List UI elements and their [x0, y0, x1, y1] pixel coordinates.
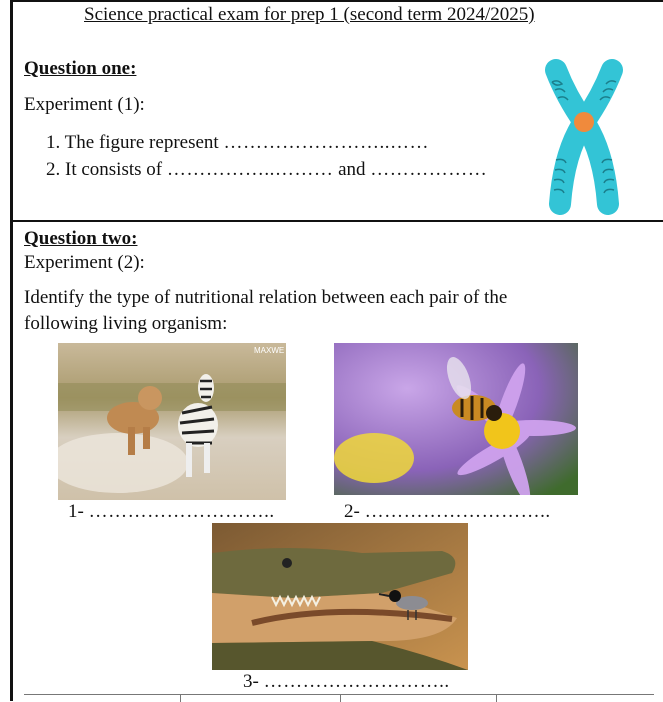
answer-2 — [344, 501, 551, 523]
section-divider — [10, 220, 663, 222]
chromosome-icon — [536, 56, 632, 218]
q1-item-2-and: and — [338, 159, 366, 180]
answer-1-blank: ……………………….. — [88, 501, 275, 522]
centromere — [574, 112, 594, 132]
q1-item-2-blank-2: ……………… — [370, 159, 488, 180]
q1-item-1-text: 1. The figure represent — [46, 132, 219, 153]
answer-2-blank: ……………………….. — [364, 501, 551, 522]
page-title: Science practical exam for prep 1 (second term 2024/2025) — [84, 4, 535, 25]
crocodile-bird-photo — [212, 523, 468, 670]
answer-2-label: 2- — [344, 501, 360, 522]
question-one-heading: Question one: — [24, 58, 137, 79]
q1-item-2-blank-1: ……………..……… — [166, 159, 334, 180]
answer-1-label: 1- — [68, 501, 84, 522]
answer-3-label: 3- — [243, 671, 259, 692]
question-two-heading: Question two: — [24, 228, 138, 249]
answer-1 — [68, 501, 275, 523]
q1-item-1 — [46, 132, 429, 154]
lion-zebra-photo — [58, 343, 286, 500]
top-rule — [10, 0, 663, 2]
photo-watermark: MAXWE — [254, 346, 285, 355]
answer-3 — [243, 671, 450, 693]
experiment-2-label: Experiment (2): — [24, 252, 145, 273]
q1-item-2 — [46, 159, 487, 181]
experiment-1-label: Experiment (1): — [24, 94, 145, 115]
bee-flower-photo — [334, 343, 578, 495]
q1-item-1-blank: ……………………..…… — [223, 132, 429, 153]
instruction-line-2: following living organism: — [24, 313, 228, 334]
chromosome-arms — [556, 70, 612, 204]
q1-item-2-text: 2. It consists of — [46, 159, 163, 180]
left-margin-line — [10, 0, 13, 701]
instruction-line-1: Identify the type of nutritional relation between each pair of the — [24, 287, 508, 308]
answer-3-blank: ……………………….. — [263, 671, 450, 692]
